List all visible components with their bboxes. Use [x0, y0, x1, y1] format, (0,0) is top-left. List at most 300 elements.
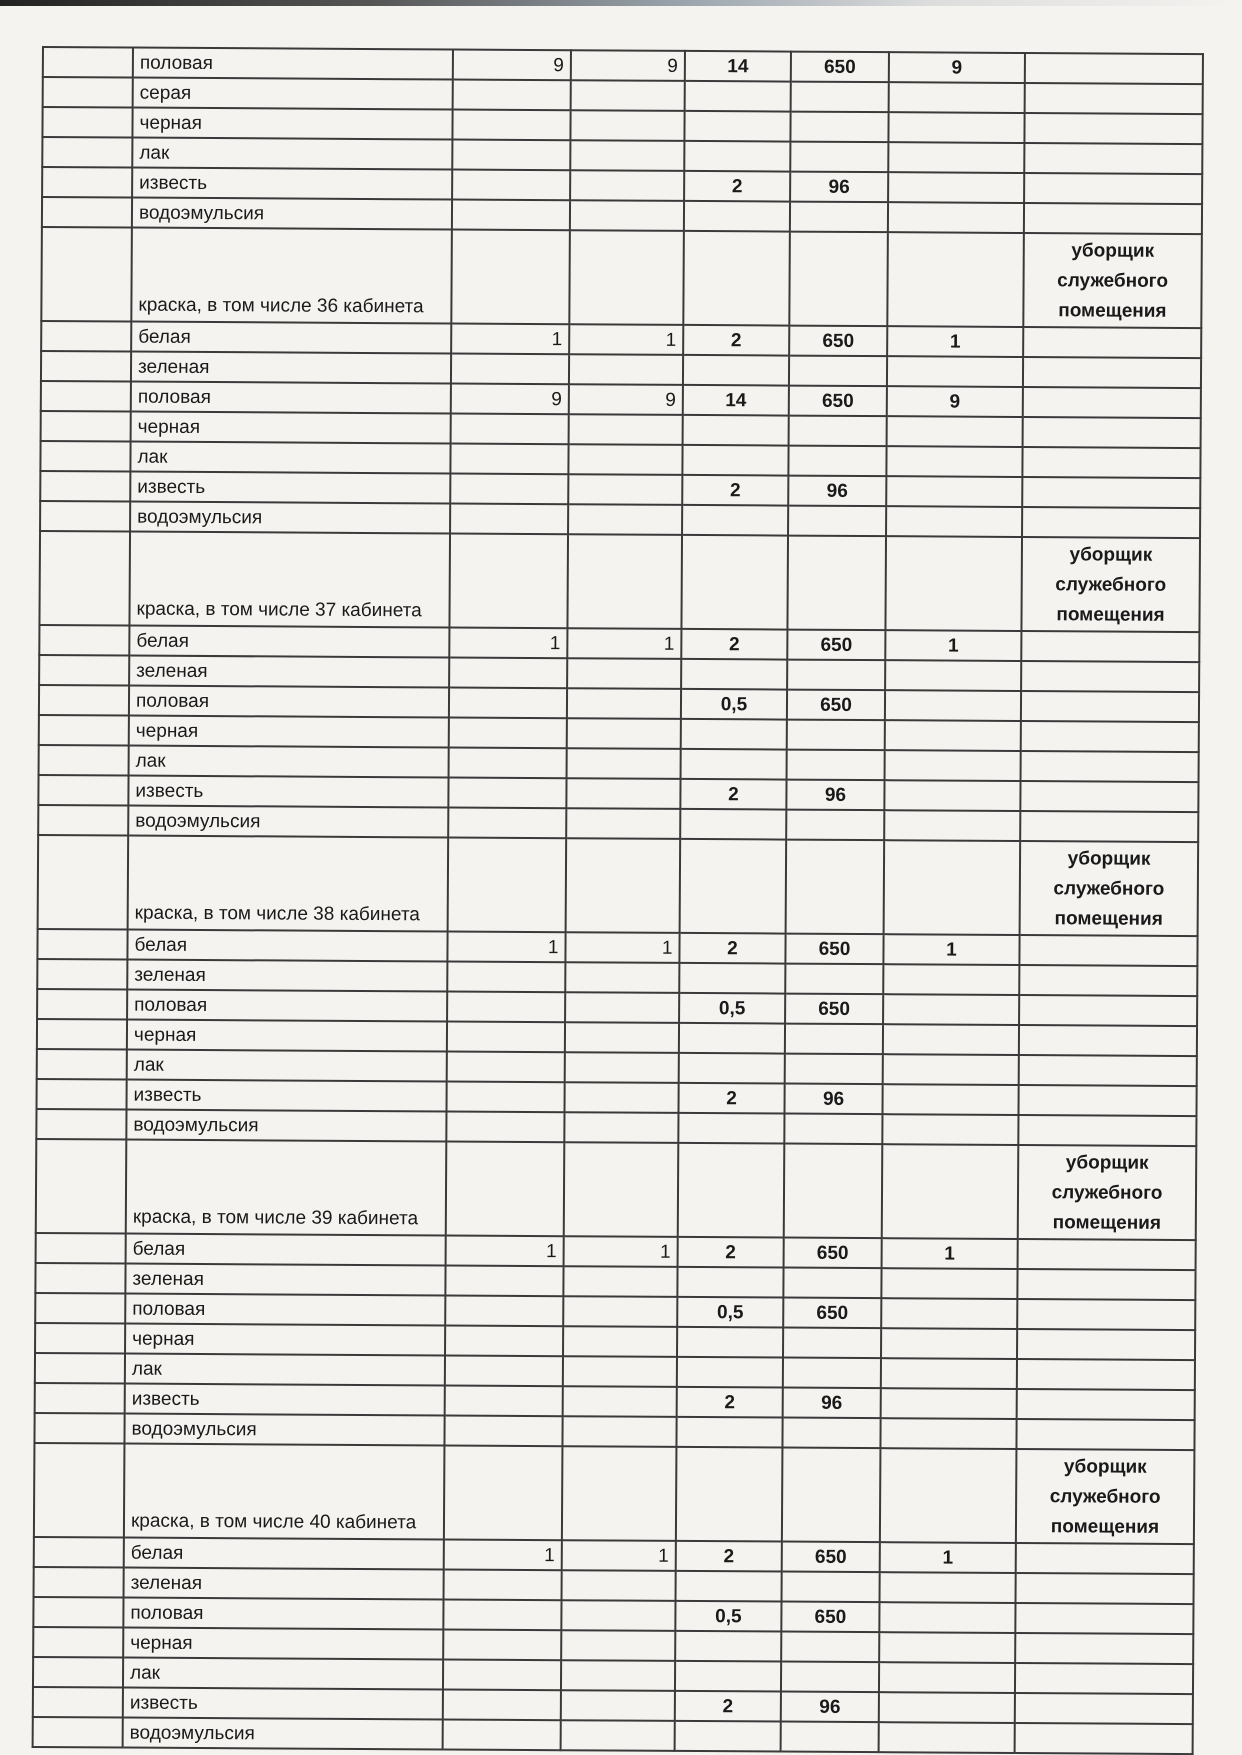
responsible-cell: [1023, 357, 1201, 388]
price-cell: 96: [783, 1388, 881, 1419]
material-name-cell: зеленая: [131, 352, 451, 384]
price-cell: 650: [785, 994, 883, 1025]
responsible-cell: [1024, 143, 1202, 174]
responsible-cell: уборщик служебного помещения: [1020, 841, 1199, 936]
material-name-cell: белая: [126, 1234, 446, 1266]
row-index-cell: [37, 929, 127, 960]
responsible-cell: [1025, 83, 1203, 114]
quantity-cell: 1: [569, 324, 683, 355]
norm-cell: [679, 1023, 785, 1054]
price-cell: [789, 356, 887, 387]
responsible-cell: [1024, 113, 1202, 144]
amount-cell: [888, 112, 1024, 143]
quantity-cell: [447, 991, 565, 1022]
price-cell: 650: [787, 630, 885, 661]
quantity-cell: [563, 1356, 677, 1387]
table-row: [41, 227, 1202, 328]
norm-cell: [679, 1053, 785, 1084]
quantity-cell: [565, 1052, 679, 1083]
norm-cell: [681, 719, 787, 750]
price-cell: 650: [789, 326, 887, 357]
quantity-cell: [446, 1081, 564, 1112]
norm-cell: [682, 445, 788, 476]
quantity-cell: [568, 444, 682, 475]
responsible-cell: [1015, 1633, 1193, 1664]
material-name-cell: краска, в том числе 37 кабинета: [129, 532, 450, 628]
quantity-cell: [445, 1355, 563, 1386]
amount-cell: [881, 1388, 1017, 1419]
material-name-cell: известь: [125, 1384, 445, 1416]
amount-cell: [879, 1632, 1015, 1663]
quantity-cell: [561, 1690, 675, 1721]
quantity-cell: [452, 110, 570, 141]
price-cell: [782, 1448, 881, 1543]
material-name-cell: половая: [123, 1598, 443, 1630]
quantity-cell: [567, 718, 681, 749]
material-name-cell: белая: [131, 322, 451, 354]
amount-cell: [887, 356, 1023, 387]
price-cell: [788, 446, 886, 477]
material-name-cell: краска, в том числе 36 кабинета: [131, 228, 452, 324]
material-name-cell: водоэмульсия: [126, 1110, 446, 1142]
quantity-cell: [450, 444, 568, 475]
amount-cell: 1: [885, 630, 1021, 661]
norm-cell: 2: [677, 1387, 783, 1418]
price-cell: [781, 1632, 879, 1663]
norm-cell: [675, 1721, 781, 1752]
norm-cell: [682, 505, 788, 536]
quantity-cell: [449, 687, 567, 718]
responsible-cell: [1018, 1115, 1196, 1146]
price-cell: [789, 232, 888, 327]
quantity-cell: [443, 1719, 561, 1750]
material-name-cell: лак: [132, 138, 452, 170]
row-index-cell: [41, 227, 132, 322]
price-cell: 650: [783, 1298, 881, 1329]
amount-cell: [886, 446, 1022, 477]
price-cell: [781, 1662, 879, 1693]
norm-cell: [679, 963, 785, 994]
amount-cell: [881, 1298, 1017, 1329]
responsible-cell: [1015, 1723, 1193, 1754]
quantity-cell: [450, 474, 568, 505]
amount-cell: [888, 202, 1024, 233]
price-cell: [787, 750, 885, 781]
amount-cell: [884, 840, 1021, 935]
row-index-cell: [40, 471, 130, 502]
price-cell: 96: [788, 476, 886, 507]
responsible-cell: [1015, 1693, 1193, 1724]
price-cell: [785, 964, 883, 995]
quantity-cell: 1: [446, 1235, 564, 1266]
amount-cell: [886, 506, 1022, 537]
responsible-cell: [1021, 661, 1199, 692]
material-name-cell: половая: [127, 990, 447, 1022]
row-index-cell: [35, 1293, 125, 1324]
material-name-cell: известь: [128, 776, 448, 808]
norm-cell: 2: [678, 1083, 784, 1114]
table-row: [33, 1717, 1193, 1754]
material-name-cell: белая: [124, 1538, 444, 1570]
responsible-cell: [1017, 1329, 1195, 1360]
amount-cell: 9: [887, 386, 1023, 417]
row-index-cell: [34, 1413, 124, 1444]
quantity-cell: [570, 110, 684, 141]
norm-cell: [676, 1571, 782, 1602]
price-cell: [787, 660, 885, 691]
amount-cell: [888, 142, 1024, 173]
row-index-cell: [35, 1383, 125, 1414]
quantity-cell: 9: [571, 50, 685, 81]
quantity-cell: [564, 1112, 678, 1143]
price-cell: 650: [791, 52, 889, 83]
material-name-cell: зеленая: [124, 1568, 444, 1600]
norm-cell: 2: [675, 1691, 781, 1722]
quantity-cell: [449, 534, 568, 629]
amount-cell: [886, 476, 1022, 507]
quantity-cell: [448, 777, 566, 808]
responsible-cell: [1019, 935, 1197, 966]
row-index-cell: [39, 685, 129, 716]
row-index-cell: [33, 1657, 123, 1688]
quantity-cell: [451, 414, 569, 445]
norm-cell: [685, 81, 791, 112]
responsible-cell: [1019, 965, 1197, 996]
amount-cell: [882, 1084, 1018, 1115]
quantity-cell: 1: [565, 932, 679, 963]
price-cell: [782, 1572, 880, 1603]
quantity-cell: [561, 1630, 675, 1661]
materials-table: [32, 46, 1204, 1755]
price-cell: [787, 536, 886, 631]
quantity-cell: [563, 1326, 677, 1357]
table-row: [36, 1139, 1197, 1240]
quantity-cell: [447, 1021, 565, 1052]
quantity-cell: [444, 1445, 563, 1540]
price-cell: 650: [785, 934, 883, 965]
price-cell: 650: [781, 1602, 879, 1633]
norm-cell: [676, 1417, 782, 1448]
material-name-cell: черная: [127, 1020, 447, 1052]
amount-cell: [884, 810, 1020, 841]
norm-cell: 0,5: [675, 1601, 781, 1632]
price-cell: [789, 416, 887, 447]
quantity-cell: [569, 414, 683, 445]
document-sheet: [32, 46, 1202, 1755]
quantity-cell: [445, 1265, 563, 1296]
quantity-cell: [569, 354, 683, 385]
price-cell: [785, 1054, 883, 1085]
material-name-cell: белая: [127, 930, 447, 962]
row-index-cell: [39, 715, 129, 746]
norm-cell: [677, 1327, 783, 1358]
row-index-cell: [38, 805, 128, 836]
quantity-cell: [452, 200, 570, 231]
quantity-cell: 9: [451, 384, 569, 415]
quantity-cell: [567, 748, 681, 779]
amount-cell: [880, 1418, 1016, 1449]
quantity-cell: [448, 807, 566, 838]
quantity-cell: [445, 1385, 563, 1416]
quantity-cell: 1: [562, 1540, 676, 1571]
material-name-cell: краска, в том числе 40 кабинета: [124, 1444, 445, 1540]
quantity-cell: [566, 838, 681, 933]
norm-cell: 2: [680, 779, 786, 810]
quantity-cell: [563, 1296, 677, 1327]
norm-cell: [676, 1447, 783, 1542]
amount-cell: 1: [880, 1542, 1016, 1573]
material-name-cell: водоэмульсия: [123, 1718, 443, 1750]
row-index-cell: [42, 167, 132, 198]
quantity-cell: [443, 1659, 561, 1690]
responsible-cell: [1021, 751, 1199, 782]
responsible-cell: [1019, 995, 1197, 1026]
responsible-cell: [1017, 1299, 1195, 1330]
price-cell: [790, 112, 888, 143]
norm-cell: [683, 355, 789, 386]
amount-cell: [885, 690, 1021, 721]
norm-cell: 2: [682, 475, 788, 506]
amount-cell: [880, 1448, 1017, 1543]
table-row: [39, 531, 1200, 632]
amount-cell: [885, 750, 1021, 781]
row-index-cell: [37, 1049, 127, 1080]
norm-cell: 2: [678, 1237, 784, 1268]
responsible-cell: [1023, 387, 1201, 418]
price-cell: [783, 1268, 881, 1299]
price-cell: [781, 1722, 879, 1753]
price-cell: [785, 1024, 883, 1055]
material-name-cell: половая: [131, 382, 451, 414]
amount-cell: [883, 1024, 1019, 1055]
material-name-cell: известь: [130, 472, 450, 504]
price-cell: [784, 1114, 882, 1145]
norm-cell: [683, 231, 790, 326]
responsible-cell: [1021, 631, 1199, 662]
material-name-cell: белая: [129, 626, 449, 658]
norm-cell: 14: [685, 51, 791, 82]
norm-cell: [677, 1267, 783, 1298]
material-name-cell: половая: [125, 1294, 445, 1326]
material-name-cell: лак: [127, 1050, 447, 1082]
quantity-cell: [563, 1386, 677, 1417]
row-index-cell: [33, 1717, 123, 1748]
amount-cell: [881, 1358, 1017, 1389]
row-index-cell: [42, 137, 132, 168]
quantity-cell: [570, 170, 684, 201]
price-cell: [786, 810, 884, 841]
norm-cell: 2: [683, 325, 789, 356]
responsible-cell: [1025, 53, 1203, 84]
responsible-cell: [1015, 1603, 1193, 1634]
quantity-cell: [569, 230, 684, 325]
quantity-cell: 9: [569, 384, 683, 415]
quantity-cell: [565, 992, 679, 1023]
material-name-cell: половая: [133, 48, 453, 80]
norm-cell: 14: [683, 385, 789, 416]
row-index-cell: [35, 1323, 125, 1354]
amount-cell: 1: [883, 934, 1019, 965]
amount-cell: 9: [889, 52, 1025, 83]
price-cell: [790, 202, 888, 233]
norm-cell: 2: [679, 933, 785, 964]
responsible-cell: [1023, 417, 1201, 448]
norm-cell: [684, 201, 790, 232]
norm-cell: [677, 1357, 783, 1388]
responsible-cell: [1019, 1025, 1197, 1056]
responsible-cell: [1017, 1269, 1195, 1300]
price-cell: 650: [782, 1542, 880, 1573]
norm-cell: [680, 839, 787, 934]
responsible-cell: [1017, 1359, 1195, 1390]
row-index-cell: [38, 835, 129, 930]
amount-cell: [879, 1722, 1015, 1753]
quantity-cell: [446, 1141, 565, 1236]
material-name-cell: лак: [130, 442, 450, 474]
amount-cell: [881, 1268, 1017, 1299]
norm-cell: 2: [681, 629, 787, 660]
quantity-cell: [451, 354, 569, 385]
amount-cell: [885, 660, 1021, 691]
responsible-cell: [1022, 447, 1200, 478]
row-index-cell: [40, 501, 130, 532]
material-name-cell: водоэмульсия: [124, 1414, 444, 1446]
row-index-cell: [39, 655, 129, 686]
price-cell: 96: [790, 172, 888, 203]
quantity-cell: [453, 80, 571, 111]
quantity-cell: [447, 961, 565, 992]
quantity-cell: [447, 1051, 565, 1082]
quantity-cell: [445, 1295, 563, 1326]
material-name-cell: серая: [133, 78, 453, 110]
norm-cell: [681, 659, 787, 690]
price-cell: 650: [789, 386, 887, 417]
quantity-cell: 1: [451, 324, 569, 355]
amount-cell: [889, 82, 1025, 113]
quantity-cell: [570, 140, 684, 171]
quantity-cell: [449, 717, 567, 748]
quantity-cell: 1: [564, 1236, 678, 1267]
row-index-cell: [35, 1263, 125, 1294]
quantity-cell: [443, 1629, 561, 1660]
norm-cell: [683, 415, 789, 446]
amount-cell: [883, 964, 1019, 995]
price-cell: [786, 840, 885, 935]
norm-cell: 0,5: [677, 1297, 783, 1328]
row-index-cell: [42, 197, 132, 228]
row-index-cell: [39, 745, 129, 776]
quantity-cell: [562, 1416, 676, 1447]
quantity-cell: [570, 200, 684, 231]
responsible-cell: уборщик служебного помещения: [1023, 233, 1202, 328]
price-cell: 96: [781, 1692, 879, 1723]
quantity-cell: 9: [453, 50, 571, 81]
material-name-cell: известь: [127, 1080, 447, 1112]
material-name-cell: краска, в том числе 39 кабинета: [126, 1140, 447, 1236]
quantity-cell: [563, 1266, 677, 1297]
amount-cell: [879, 1602, 1015, 1633]
price-cell: [783, 1358, 881, 1389]
material-name-cell: известь: [123, 1688, 443, 1720]
quantity-cell: [448, 837, 567, 932]
material-name-cell: черная: [129, 716, 449, 748]
amount-cell: [888, 172, 1024, 203]
norm-cell: [681, 749, 787, 780]
row-index-cell: [34, 1537, 124, 1568]
price-cell: [783, 1328, 881, 1359]
price-cell: [784, 1144, 883, 1239]
quantity-cell: [567, 658, 681, 689]
row-index-cell: [38, 775, 128, 806]
amount-cell: [885, 536, 1022, 631]
quantity-cell: [444, 1569, 562, 1600]
quantity-cell: [562, 1570, 676, 1601]
norm-cell: [680, 809, 786, 840]
row-index-cell: [42, 107, 132, 138]
responsible-cell: [1022, 477, 1200, 508]
quantity-cell: [568, 504, 682, 535]
amount-cell: [884, 780, 1020, 811]
row-index-cell: [34, 1567, 124, 1598]
responsible-cell: [1016, 1543, 1194, 1574]
price-cell: 96: [786, 780, 884, 811]
norm-cell: [675, 1631, 781, 1662]
responsible-cell: [1017, 1389, 1195, 1420]
price-cell: [787, 720, 885, 751]
row-index-cell: [36, 1233, 126, 1264]
amount-cell: [880, 1572, 1016, 1603]
row-index-cell: [43, 77, 133, 108]
norm-cell: 2: [676, 1541, 782, 1572]
responsible-cell: [1020, 811, 1198, 842]
price-cell: 650: [784, 1238, 882, 1269]
row-index-cell: [33, 1627, 123, 1658]
material-name-cell: лак: [123, 1658, 443, 1690]
norm-cell: 0,5: [681, 689, 787, 720]
quantity-cell: [567, 534, 682, 629]
responsible-cell: [1020, 781, 1198, 812]
responsible-cell: [1018, 1085, 1196, 1116]
amount-cell: [882, 1114, 1018, 1145]
responsible-cell: [1016, 1573, 1194, 1604]
material-name-cell: водоэмульсия: [128, 806, 448, 838]
material-name-cell: черная: [131, 412, 451, 444]
amount-cell: [885, 720, 1021, 751]
amount-cell: [887, 416, 1023, 447]
row-index-cell: [39, 531, 130, 626]
material-name-cell: зеленая: [127, 960, 447, 992]
quantity-cell: [444, 1415, 562, 1446]
quantity-cell: [568, 474, 682, 505]
responsible-cell: уборщик служебного помещения: [1018, 1145, 1197, 1240]
row-index-cell: [37, 1079, 127, 1110]
norm-cell: [675, 1661, 781, 1692]
price-cell: [791, 82, 889, 113]
quantity-cell: [565, 1022, 679, 1053]
responsible-cell: [1015, 1663, 1193, 1694]
quantity-cell: [566, 778, 680, 809]
row-index-cell: [39, 625, 129, 656]
material-name-cell: лак: [129, 746, 449, 778]
quantity-cell: [451, 230, 570, 325]
price-cell: 650: [787, 690, 885, 721]
responsible-cell: уборщик служебного помещения: [1021, 537, 1200, 632]
row-index-cell: [35, 1353, 125, 1384]
responsible-cell: [1023, 327, 1201, 358]
quantity-cell: [562, 1446, 677, 1541]
material-name-cell: водоэмульсия: [132, 198, 452, 230]
row-index-cell: [36, 1109, 126, 1140]
